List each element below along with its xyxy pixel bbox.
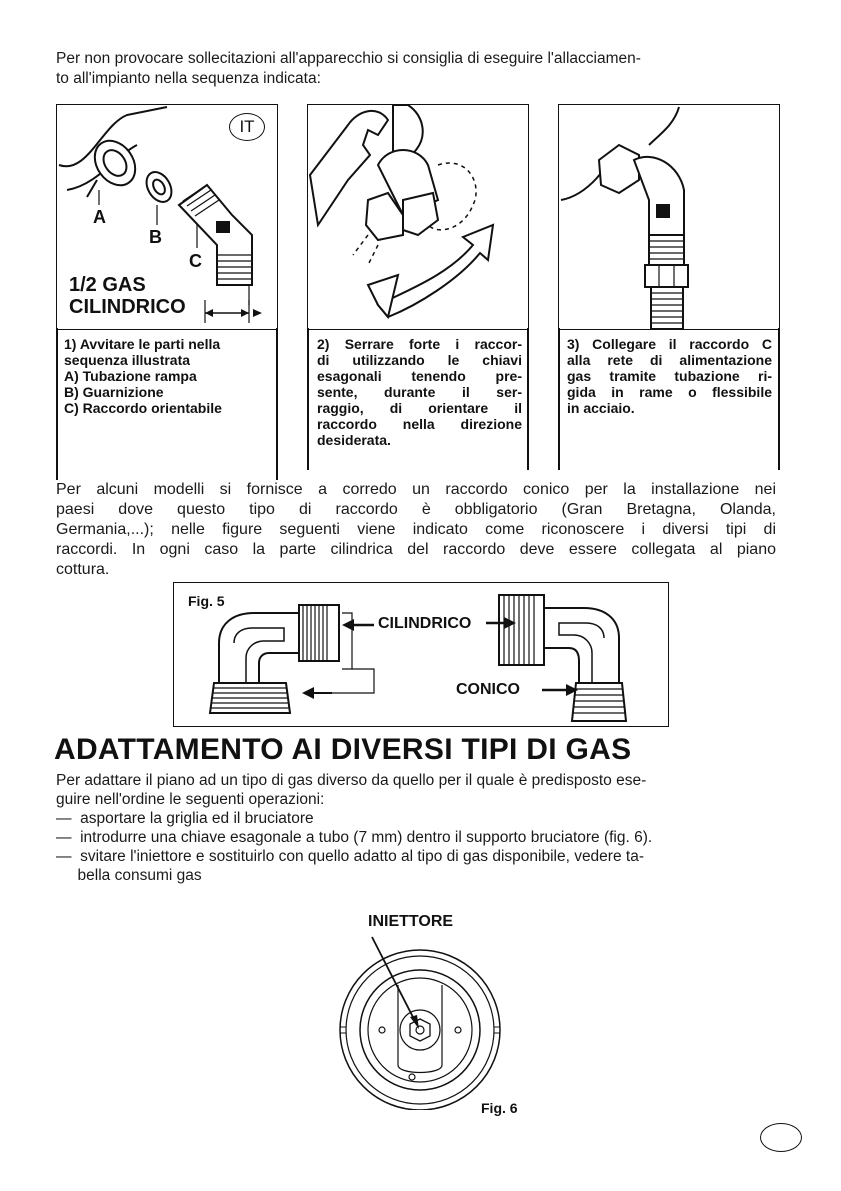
paragraph-line: paesi dove questo tipo di raccordo è obbligatorio (Gran Bretagna, Olanda, [56,501,776,518]
label-a: A [93,207,106,227]
wrench-tightening-illustration [308,105,528,329]
connector-info-paragraph [56,480,776,580]
caption-line: esagonali tenendo pre- [317,368,522,384]
gas-supply-connection-illustration [559,105,779,329]
label-b: B [149,227,162,247]
burner-diagram [320,935,520,1110]
panel2-illustration [307,104,529,330]
caption-line: di utilizzando le chiavi [317,352,522,368]
caption-line: 1) Avvitare le parti nella [64,336,221,352]
divider-line [558,328,560,470]
list-item: — svitare l'iniettore e sostituirlo con quello adatto al tipo di gas disponibile, vedere ta- [56,848,644,865]
caption-line: 2) Serrare forte i raccor- [317,336,522,352]
caption-line: alla rete di alimentazione [567,352,772,368]
paragraph-line: cottura. [56,561,110,578]
section-intro-line-1: Per adattare il piano ad un tipo di gas diverso da quello per il quale è predisposto ese- [56,772,647,789]
panel3-caption [567,336,772,416]
conico-label: CONICO [456,681,520,698]
fig6-label: Fig. 6 [481,1100,518,1116]
fig6-title: INIETTORE [368,913,454,930]
divider-line [527,328,529,470]
cilindrico-label: CILINDRICO [378,615,472,632]
intro-paragraph [56,49,786,89]
caption-line: desiderata. [317,432,391,448]
paragraph-line: raccordi. In ogni caso la parte cilindrica del raccordo deve essere collegata al piano [56,541,776,558]
caption-line: in acciaio. [567,400,635,416]
caption-line: gas tramite tubazione ri- [567,368,772,384]
caption-line: raggio, di orientare il [317,400,522,416]
paragraph-line: Per alcuni modelli si fornisce a corredo un raccordo conico per la installazione nei [56,481,776,498]
caption-line: A) Tubazione rampa [64,368,197,384]
label-c: C [189,251,202,271]
instruction-list [56,809,796,885]
fig5-label: Fig. 5 [188,593,225,609]
caption-line: raccordo nella direzione [317,416,522,432]
section-intro-line-2: guire nell'ordine le seguenti operazioni: [56,791,325,808]
divider-line [56,328,58,480]
divider-line [307,328,309,470]
caption-line: sequenza illustrata [64,352,191,368]
divider-line [276,328,278,480]
section-heading: ADATTAMENTO AI DIVERSI TIPI DI GAS [54,733,632,766]
fitting-types-diagram [174,583,668,726]
gas-type-line-1: 1/2 GAS [69,274,146,296]
panel2-caption [317,336,522,448]
it-badge [229,113,265,141]
caption-line: C) Raccordo orientabile [64,400,222,416]
section-intro [56,771,786,809]
caption-line: gida in rame o flessibile [567,384,772,400]
panel3-illustration [558,104,780,330]
panel1-caption [64,336,272,416]
caption-line: 3) Collegare il raccordo C [567,336,772,352]
gas-type-line-2: CILINDRICO [69,296,186,318]
intro-line-2: to all'impianto nella sequenza indicata: [56,70,321,87]
fig5-box [173,582,669,727]
caption-line: sente, durante il ser- [317,384,522,400]
it-badge-label: IT [239,117,255,136]
page-marker [760,1123,802,1152]
list-item: bella consumi gas [56,867,202,884]
list-item: — introdurre una chiave esagonale a tubo (7 mm) dentro il supporto bruciatore (fig. 6). [56,829,653,846]
list-item: — asportare la griglia ed il bruciatore [56,810,314,827]
panel1-illustration [56,104,278,330]
caption-line: B) Guarnizione [64,384,164,400]
divider-line [778,328,780,470]
paragraph-line: Germania,...); nelle figure seguenti viene indicato come riconoscere i diversi tipi di [56,521,776,538]
intro-line-1: Per non provocare sollecitazioni all'apparecchio si consiglia di eseguire l'allacciamen- [56,50,641,67]
